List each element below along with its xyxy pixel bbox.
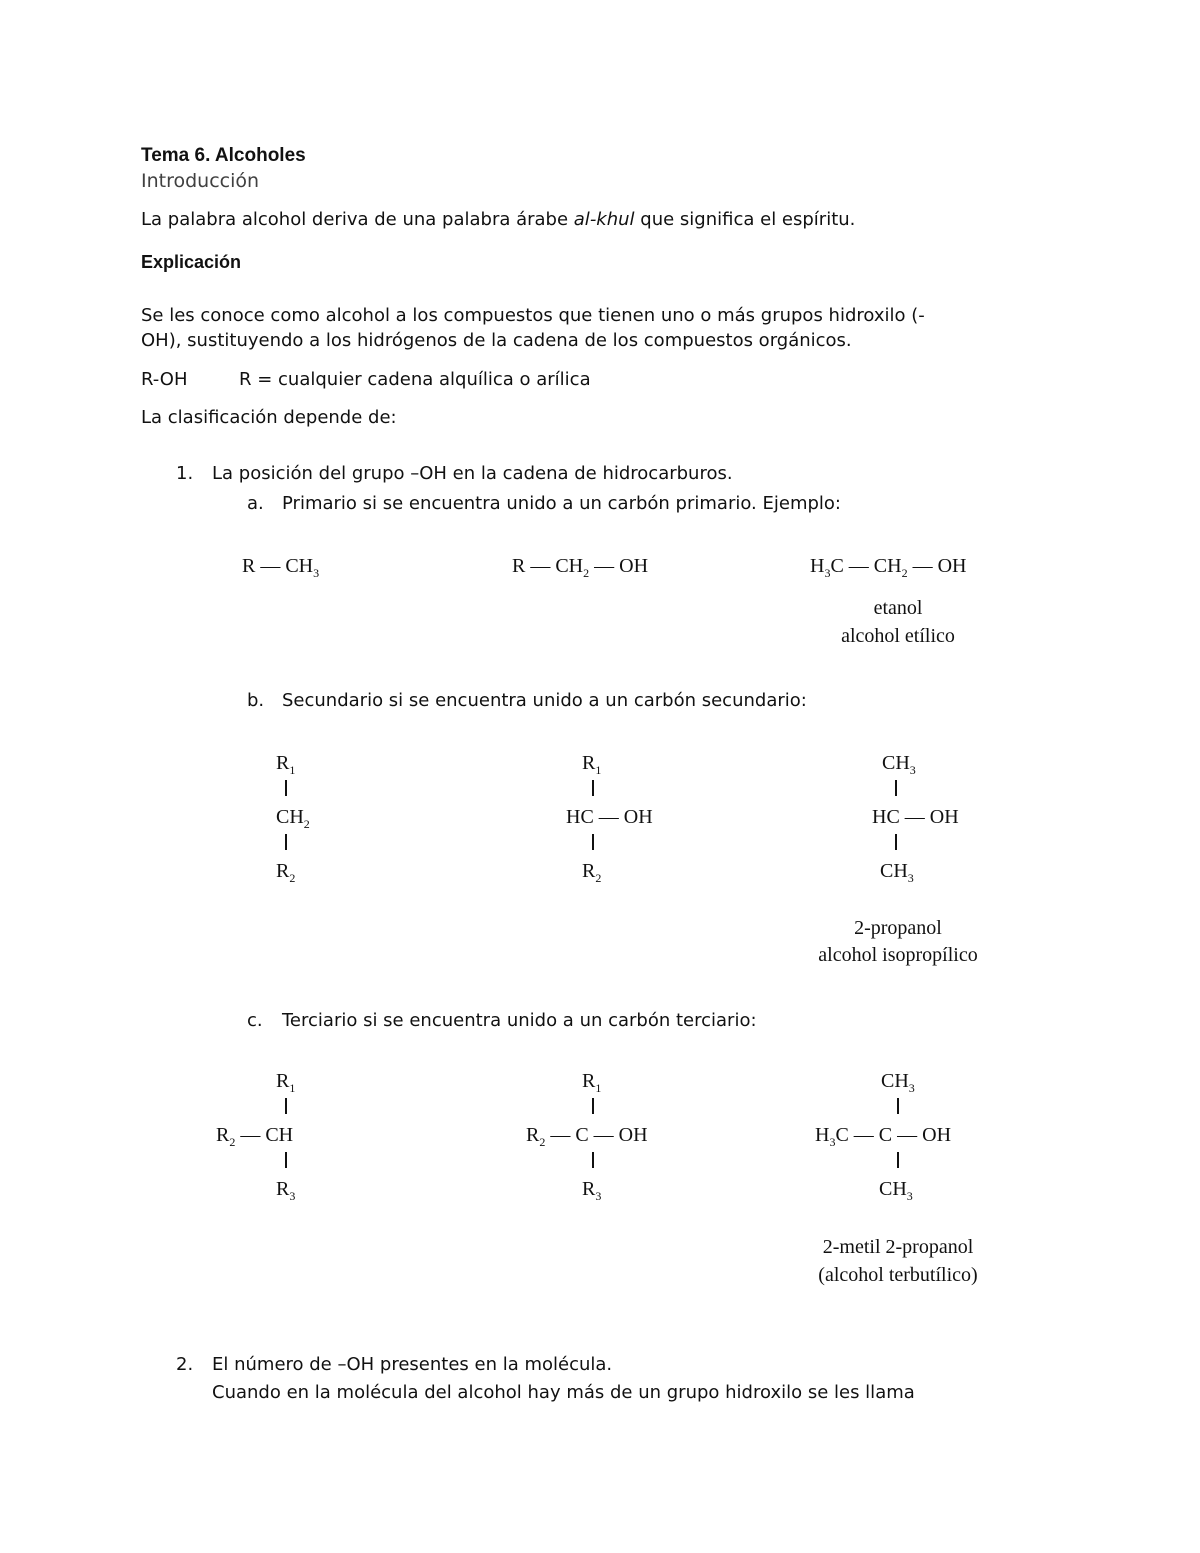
secondary-1-center-text: CH bbox=[276, 806, 304, 828]
bond-vertical bbox=[592, 834, 594, 850]
intro-text-italic: al-khul bbox=[573, 209, 635, 230]
secondary-2-bottom bbox=[582, 860, 601, 886]
bond-vertical bbox=[285, 1152, 287, 1168]
secondary-1-center-sub: 2 bbox=[303, 817, 310, 831]
tertiary-3-left-text: H bbox=[815, 1124, 830, 1146]
list-item-2-continuation: Cuando en la molécula del alcohol hay más de un grupo hidroxilo se les llama bbox=[212, 1382, 915, 1403]
tertiary-2-center-text: — C — OH bbox=[545, 1124, 648, 1146]
secondary-3-bottom-sub: 3 bbox=[907, 871, 914, 885]
sublist-item-a-text: Primario si se encuentra unido a un carbón primario. Ejemplo: bbox=[282, 493, 841, 514]
secondary-3-bottom bbox=[880, 860, 914, 886]
primary-structure-3 bbox=[810, 555, 966, 581]
list-number-2: 2. bbox=[176, 1354, 194, 1375]
list-item-1-text: La posición del grupo –OH en la cadena de hidrocarburos. bbox=[212, 463, 733, 484]
tertiary-3-bottom bbox=[879, 1178, 913, 1204]
bond-vertical bbox=[895, 834, 897, 850]
explanation-heading: Explicación bbox=[141, 252, 242, 272]
general-formula: R-OH bbox=[141, 369, 188, 390]
secondary-2-center: HC — OH bbox=[566, 806, 653, 828]
list-item-2-text: El número de –OH presentes en la molécula. bbox=[212, 1354, 613, 1375]
secondary-2-top-text: R bbox=[582, 752, 596, 774]
tertiary-2-top bbox=[582, 1070, 601, 1096]
tertiary-common-name: (alcohol terbutílico) bbox=[818, 1264, 978, 1286]
intro-paragraph bbox=[141, 209, 855, 230]
secondary-1-top-sub: 1 bbox=[289, 763, 296, 777]
primary-2-right: — OH bbox=[589, 555, 649, 577]
secondary-1-top bbox=[276, 752, 295, 778]
bond-vertical bbox=[895, 780, 897, 796]
secondary-2-top bbox=[582, 752, 601, 778]
secondary-3-bottom-text: CH bbox=[880, 860, 908, 882]
secondary-structure-1 bbox=[226, 752, 346, 885]
classification-intro: La clasificación depende de: bbox=[141, 407, 397, 428]
primary-3-mid: C — CH bbox=[830, 555, 902, 577]
primary-2-sub: 2 bbox=[583, 566, 590, 580]
primary-common-name: alcohol etílico bbox=[841, 625, 955, 647]
bond-vertical bbox=[897, 1098, 899, 1114]
bond-vertical bbox=[285, 1098, 287, 1114]
tertiary-3-top bbox=[881, 1070, 915, 1096]
primary-1-text: R — CH bbox=[242, 555, 314, 577]
tertiary-1-top bbox=[276, 1070, 295, 1096]
primary-3-sub2: 2 bbox=[901, 566, 908, 580]
secondary-1-bottom bbox=[276, 860, 295, 886]
sublist-item-c-text: Terciario si se encuentra unido a un carbón terciario: bbox=[282, 1010, 757, 1031]
secondary-3-center: HC — OH bbox=[872, 806, 959, 828]
tertiary-1-center-text: — CH bbox=[235, 1124, 294, 1146]
intro-text-after: que significa el espíritu. bbox=[634, 209, 856, 230]
primary-3-sub1: 3 bbox=[824, 566, 831, 580]
tertiary-3-center-text: C — C — OH bbox=[835, 1124, 952, 1146]
primary-2-left: R — CH bbox=[512, 555, 584, 577]
bond-vertical bbox=[592, 1152, 594, 1168]
tertiary-2-left-text: R bbox=[526, 1124, 540, 1146]
tertiary-structure-3 bbox=[815, 1070, 995, 1203]
intro-text-before: La palabra alcohol deriva de una palabra árabe bbox=[141, 209, 574, 230]
tertiary-1-bottom-text: R bbox=[276, 1178, 290, 1200]
primary-3-h: H bbox=[810, 555, 825, 577]
bond-vertical bbox=[285, 780, 287, 796]
secondary-2-top-sub: 1 bbox=[595, 763, 602, 777]
tertiary-3-bottom-sub: 3 bbox=[906, 1189, 913, 1203]
tertiary-1-left-text: R bbox=[216, 1124, 230, 1146]
tertiary-3-top-sub: 3 bbox=[908, 1081, 915, 1095]
secondary-compound-name: 2-propanol bbox=[854, 917, 942, 939]
tertiary-2-top-sub: 1 bbox=[595, 1081, 602, 1095]
bond-vertical bbox=[897, 1152, 899, 1168]
primary-1-sub: 3 bbox=[313, 566, 320, 580]
tertiary-1-top-sub: 1 bbox=[289, 1081, 296, 1095]
tertiary-1-bottom bbox=[276, 1178, 295, 1204]
section-subtitle: Introducción bbox=[141, 170, 260, 192]
bond-vertical bbox=[592, 780, 594, 796]
secondary-1-bottom-sub: 2 bbox=[289, 871, 296, 885]
secondary-3-top-text: CH bbox=[882, 752, 910, 774]
explanation-line-1: Se les conoce como alcohol a los compuestos que tienen uno o más grupos hidroxilo (- bbox=[141, 305, 925, 326]
tertiary-2-left-sub: 2 bbox=[539, 1135, 546, 1149]
secondary-1-top-text: R bbox=[276, 752, 290, 774]
primary-structure-1 bbox=[242, 555, 319, 581]
secondary-1-center bbox=[276, 806, 310, 832]
secondary-structure-3 bbox=[872, 752, 1012, 885]
tertiary-1-bottom-sub: 3 bbox=[289, 1189, 296, 1203]
sublist-letter-a: a. bbox=[247, 493, 264, 514]
secondary-3-top bbox=[882, 752, 916, 778]
tertiary-compound-name: 2-metil 2-propanol bbox=[822, 1236, 974, 1258]
tertiary-1-middle bbox=[216, 1124, 293, 1150]
tertiary-2-bottom-sub: 3 bbox=[595, 1189, 602, 1203]
primary-3-right: — OH bbox=[907, 555, 967, 577]
tertiary-2-top-text: R bbox=[582, 1070, 596, 1092]
formula-definition: R = cualquier cadena alquílica o arílica bbox=[239, 369, 591, 390]
tertiary-2-middle bbox=[526, 1124, 648, 1150]
tertiary-1-top-text: R bbox=[276, 1070, 290, 1092]
tertiary-3-top-text: CH bbox=[881, 1070, 909, 1092]
tertiary-3-middle bbox=[815, 1124, 951, 1150]
secondary-structure-2 bbox=[566, 752, 706, 885]
page-title: Tema 6. Alcoholes bbox=[141, 145, 306, 166]
tertiary-structure-1 bbox=[216, 1070, 356, 1203]
sublist-item-b-text: Secundario si se encuentra unido a un carbón secundario: bbox=[282, 690, 807, 711]
secondary-2-bottom-sub: 2 bbox=[595, 871, 602, 885]
secondary-common-name: alcohol isopropílico bbox=[818, 944, 978, 966]
list-number-1: 1. bbox=[176, 463, 194, 484]
explanation-line-2: OH), sustituyendo a los hidrógenos de la cadena de los compuestos orgánicos. bbox=[141, 330, 852, 351]
tertiary-2-bottom-text: R bbox=[582, 1178, 596, 1200]
bond-vertical bbox=[592, 1098, 594, 1114]
tertiary-structure-2 bbox=[526, 1070, 686, 1203]
sublist-letter-c: c. bbox=[247, 1010, 263, 1031]
secondary-3-top-sub: 3 bbox=[909, 763, 916, 777]
tertiary-1-left-sub: 2 bbox=[229, 1135, 236, 1149]
primary-structure-2 bbox=[512, 555, 648, 581]
bond-vertical bbox=[285, 834, 287, 850]
tertiary-3-bottom-text: CH bbox=[879, 1178, 907, 1200]
primary-compound-name: etanol bbox=[873, 597, 923, 619]
tertiary-3-left-sub: 3 bbox=[829, 1135, 836, 1149]
sublist-letter-b: b. bbox=[247, 690, 265, 711]
tertiary-2-bottom bbox=[582, 1178, 601, 1204]
secondary-1-bottom-text: R bbox=[276, 860, 290, 882]
secondary-2-bottom-text: R bbox=[582, 860, 596, 882]
